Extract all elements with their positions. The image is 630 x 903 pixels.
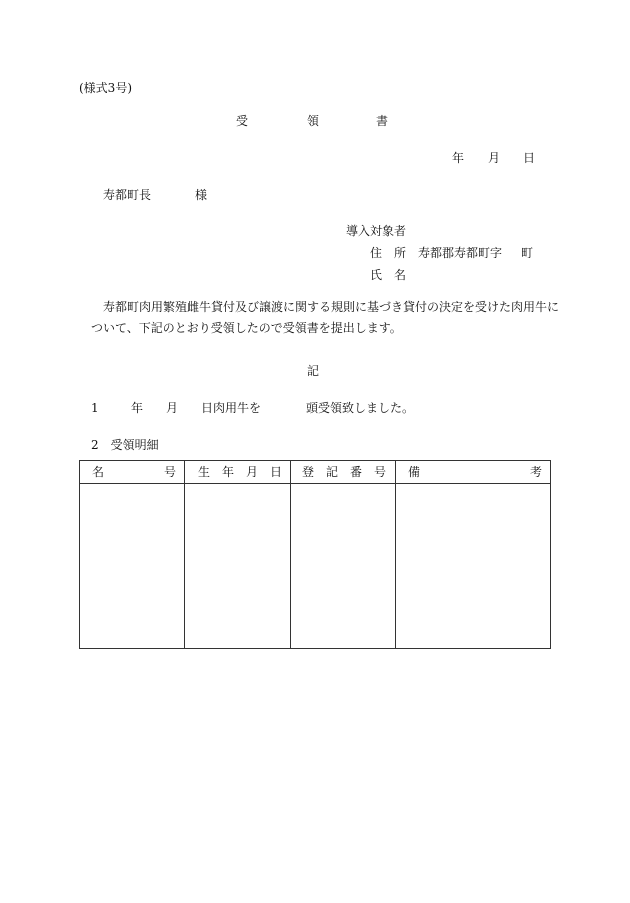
body-line-1: 寿都町肉用繁殖雌牛貸付及び譲渡に関する規則に基づき貸付の決定を受けた肉用牛に <box>103 300 560 314</box>
table-col-divider-3 <box>395 461 396 648</box>
th-reg-c: 番 <box>350 465 363 479</box>
item1-month: 月 <box>166 401 179 415</box>
receipt-details-table <box>79 460 551 649</box>
table-col-divider-1 <box>184 461 185 648</box>
th-birth-d: 日 <box>270 465 283 479</box>
date-year: 年 <box>452 151 465 165</box>
item1-number: 1 <box>91 401 99 415</box>
applicant-address-label: 住 所 <box>370 246 407 260</box>
th-reg-d: 号 <box>374 465 387 479</box>
form-number: (様式3号) <box>79 81 132 95</box>
th-name-a: 名 <box>92 465 105 479</box>
item2-heading: 2 受領明細 <box>91 438 159 452</box>
th-birth-c: 月 <box>246 465 259 479</box>
ki-heading: 記 <box>307 364 320 378</box>
th-reg-b: 記 <box>326 465 339 479</box>
date-month: 月 <box>488 151 501 165</box>
th-birth-a: 生 <box>198 465 211 479</box>
applicant-heading: 導入対象者 <box>346 224 407 238</box>
th-reg-a: 登 <box>302 465 315 479</box>
date-day: 日 <box>523 151 536 165</box>
table-header-divider <box>80 483 550 484</box>
item1-year: 年 <box>131 401 144 415</box>
applicant-address-suffix: 町 <box>521 246 534 260</box>
th-remarks-b: 考 <box>530 465 543 479</box>
title-char-3: 書 <box>376 114 389 128</box>
th-name-b: 号 <box>164 465 177 479</box>
addressee-honorific: 様 <box>195 188 208 202</box>
title-char-1: 受 <box>236 114 249 128</box>
item1-rest: 頭受領致しました。 <box>306 401 415 415</box>
title-char-2: 領 <box>307 114 320 128</box>
addressee-name: 寿都町長 <box>103 188 152 202</box>
applicant-name-label: 氏 名 <box>370 268 407 282</box>
table-col-divider-2 <box>290 461 291 648</box>
item1-day-text: 日肉用牛を <box>201 401 262 415</box>
th-birth-b: 年 <box>222 465 235 479</box>
applicant-address-value: 寿都郡寿都町字 <box>418 246 503 260</box>
th-remarks-a: 備 <box>408 465 421 479</box>
body-line-2: ついて、下記のとおり受領したので受領書を提出します。 <box>91 321 402 335</box>
